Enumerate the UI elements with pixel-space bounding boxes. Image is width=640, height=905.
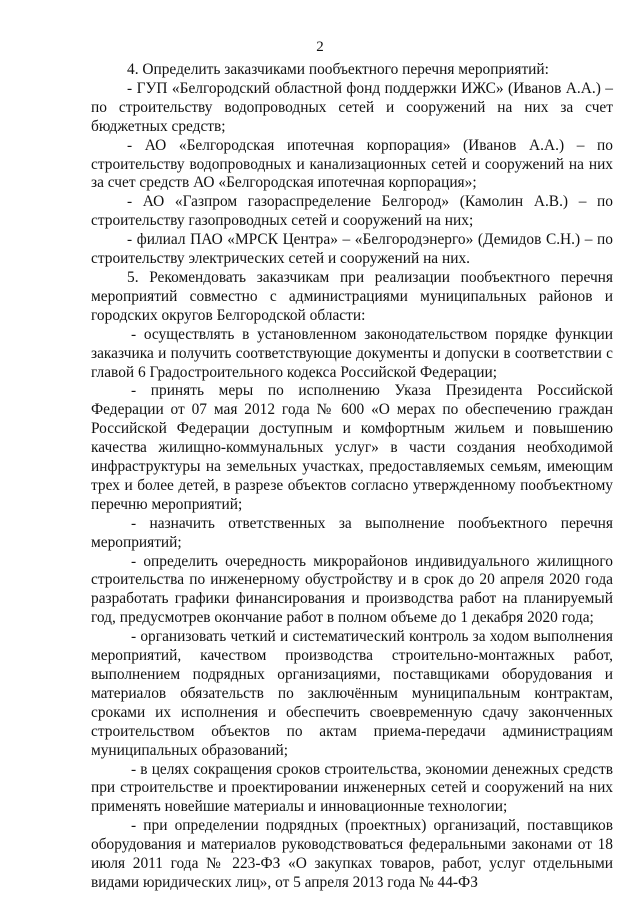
paragraph-item-decree: - принять меры по исполнению Указа Президента Российской Федерации от 07 мая 2012 года № 600 «О мерах по обеспечению граждан Российской Федерации доступным и комфортным жильем и повышению качества жилищно-коммунальных услуг» в части создания необходимой инфраструктуры на земельных участках, предоставляемых семьям, имеющим трех и более детей, в разрезе объектов согласно утвержденному пообъектному перечню мероприятий; (91, 382, 613, 513)
paragraph-customer-fund: - ГУП «Белгородский областной фонд поддержки ИЖС» (Иванов А.А.) – по строительству водопроводных сетей и сооружений на них за счет бюджетных средств; (91, 79, 613, 135)
page-number: 2 (316, 39, 324, 55)
paragraph-item-technologies: - в целях сокращения сроков строительства, экономии денежных средств при строительстве и проектировании инженерных сетей и сооружений на них применять новейшие материалы и инновационные технологии; (91, 760, 613, 816)
paragraph-customer-gazprom: - АО «Газпром газораспределение Белгород» (Камолин А.В.) – по строительству газопроводных сетей и сооружений на них; (91, 193, 613, 230)
paragraph-item-control: - организовать четкий и систематический контроль за ходом выполнения мероприятий, качеством производства строительно-монтажных работ, выполнением подрядных организациями, поставщиками оборудования и материалов обязательств по заключённым муниципальным контрактам, сроками их исполнения и обеспечить своевременную сдачу законченных строительством объектов по актам приема-передачи администрациям муниципальных образований; (91, 628, 613, 759)
paragraph-5-heading: 5. Рекомендовать заказчикам при реализации пообъектного перечня мероприятий совместно с администрациями муниципальных районов и городских округов Белгородской области: (91, 268, 613, 324)
paragraph-item-functions: - осуществлять в установленном законодательством порядке функции заказчика и получить соответствующие документы и допуски в соответствии с главой 6 Градостроительного кодекса Российской Федерации; (91, 325, 613, 381)
document-body (91, 61, 613, 893)
paragraph-4-heading: 4. Определить заказчиками пообъектного перечня мероприятий: (127, 61, 549, 78)
paragraph-item-responsible: - назначить ответственных за выполнение пообъектного перечня мероприятий; (91, 514, 613, 551)
paragraph-customer-mortgage-corp: - АО «Белгородская ипотечная корпорация» (Иванов А.А.) – по строительству водопроводных и канализационных сетей и сооружений на них за счет средств АО «Белгородская ипотечная корпорация»; (91, 136, 613, 192)
paragraph-item-schedule: - определить очередность микрорайонов индивидуального жилищного строительства по инженерному обустройству и в срок до 20 апреля 2020 года разработать графики финансирования и производства работ на планируемый год, предусмотрев окончание работ в полном объеме до 1 декабря 2020 года; (91, 552, 613, 627)
paragraph-item-procurement: - при определении подрядных (проектных) организаций, поставщиков оборудования и материалов руководствоваться федеральными законами от 18 июля 2011 года № 223-ФЗ «О закупках товаров, работ, услуг отдельными видами юридических лиц», от 5 апреля 2013 года № 44-ФЗ (91, 817, 613, 891)
paragraph-customer-mrsk: - филиал ПАО «МРСК Центра» – «Белгородэнерго» (Демидов С.Н.) – по строительству электрических сетей и сооружений на них. (91, 231, 613, 268)
